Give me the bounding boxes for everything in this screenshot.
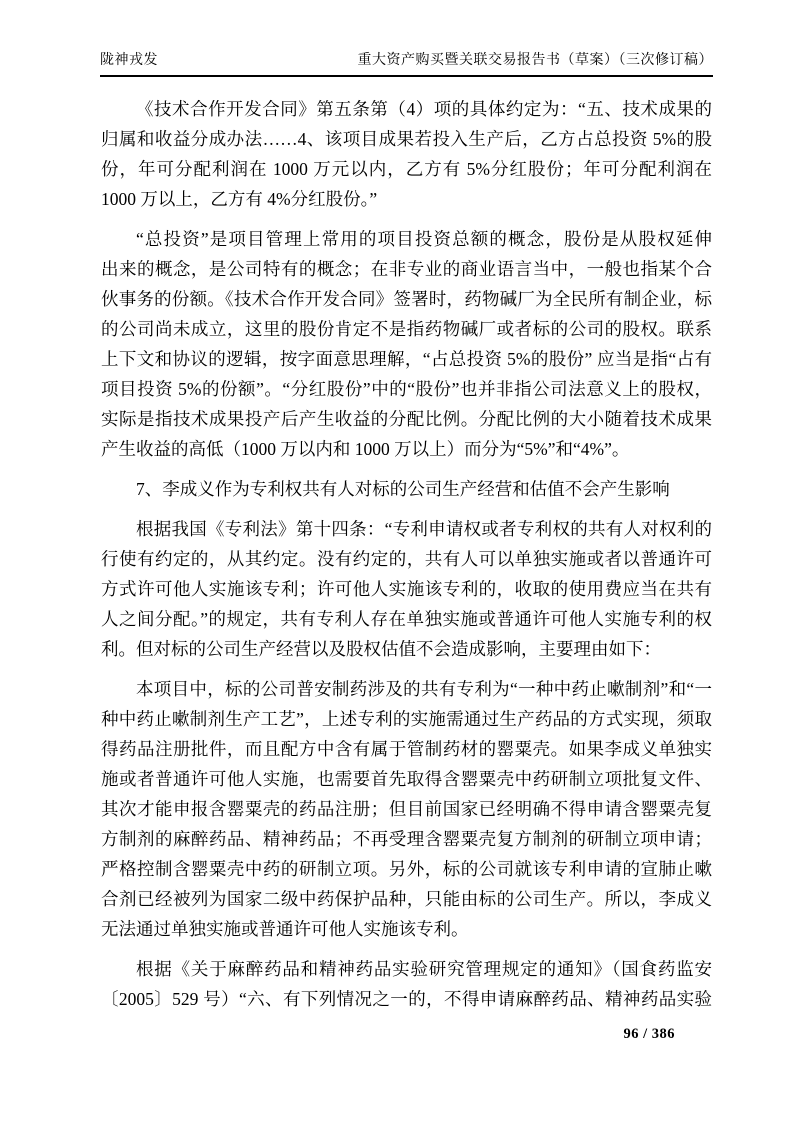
body-line: 无法通过单独实施或普通许可他人实施该专利。 — [101, 919, 469, 939]
body-line: 利。但对标的公司生产经营以及股权估值不会造成影响，主要理由如下： — [101, 639, 661, 659]
body-line: 种中药止嗽制剂生产工艺”，上述专利的实施需通过生产药品的方式实现，须取 — [101, 709, 712, 729]
body-line: 上下文和协议的逻辑，按字面意思理解，“占总投资 5%的股份” 应当是指“占有 — [101, 349, 712, 369]
body-line: 归属和收益分成办法……4、该项目成果若投入生产后，乙方占总投资 5%的股 — [101, 129, 712, 149]
body-line: 行使有约定的，从其约定。没有约定的，共有人可以单独实施或者以普通许可 — [101, 549, 712, 569]
body-line: 人之间分配。”的规定，共有专利人存在单独实施或普通许可他人实施专利的权 — [101, 609, 712, 629]
body-line: 项目投资 5%的份额”。“分红股份”中的“股份”也并非指公司法意义上的股权， — [101, 379, 712, 399]
paragraph — [101, 514, 712, 664]
body-line: 出来的概念，是公司特有的概念；在非专业的商业语言当中，一般也指某个合 — [101, 259, 712, 279]
body-line: 本项目中，标的公司普安制药涉及的共有专利为“一种中药止嗽制剂”和“一 — [136, 679, 712, 699]
body-line: 《技术合作开发合同》第五条第（4）项的具体约定为：“五、技术成果的 — [136, 99, 712, 119]
body-line: 的公司尚未成立，这里的股份肯定不是指药物碱厂或者标的公司的股权。联系 — [101, 319, 712, 339]
body-line: 根据我国《专利法》第十四条：“专利申请权或者专利权的共有人对权利的 — [136, 519, 712, 539]
body-line: 根据《关于麻醉药品和精神药品实验研究管理规定的通知》（国食药监安 — [136, 959, 712, 979]
header-right-title: 重大资产购买暨关联交易报告书（草案）（三次修订稿） — [357, 53, 713, 68]
body-line: 〔2005〕529 号）“六、有下列情况之一的，不得申请麻醉药品、精神药品实验 — [101, 989, 712, 1009]
body-line: 施或者普通许可他人实施，也需要首先取得含罂粟壳中药研制立项批复文件、 — [101, 769, 712, 789]
body-line: 实际是指技术成果投产后产生收益的分配比例。分配比例的大小随着技术成果 — [101, 409, 712, 429]
paragraph — [101, 674, 712, 944]
body-line: 严格控制含罂粟壳中药的研制立项。另外，标的公司就该专利申请的宣肺止嗽 — [101, 859, 712, 879]
header-left-title: 陇神戎发 — [100, 53, 158, 68]
body-line: “总投资”是项目管理上常用的项目投资总额的概念，股份是从股权延伸 — [136, 229, 712, 249]
paragraph — [101, 94, 712, 214]
body-line: 1000 万以上，乙方有 4%分红股份。” — [101, 189, 378, 209]
body-line: 7、李成义作为专利权共有人对标的公司生产经营和估值不会产生影响 — [136, 479, 670, 499]
page-number: 96 / 386 — [623, 1026, 675, 1042]
body-line: 份，年可分配利润在 1000 万元以内，乙方有 5%分红股份；年可分配利润在 — [101, 159, 712, 179]
body-line: 伙事务的份额。《技术合作开发合同》签署时，药物碱厂为全民所有制企业，标 — [101, 289, 712, 309]
body-line: 得药品注册批件，而且配方中含有属于管制药材的罂粟壳。如果李成义单独实 — [101, 739, 712, 759]
body-line: 方式许可他人实施该专利；许可他人实施该专利的，收取的使用费应当在共有 — [101, 579, 712, 599]
document-body — [101, 94, 712, 1024]
page-header — [100, 54, 713, 77]
body-line: 合剂已经被列为国家二级中药保护品种，只能由标的公司生产。所以，李成义 — [101, 889, 712, 909]
body-line: 产生收益的高低（1000 万以内和 1000 万以上）而分为“5%”和“4%”。 — [101, 439, 630, 459]
paragraph — [101, 224, 712, 464]
paragraph — [101, 954, 712, 1014]
section-heading — [101, 474, 712, 504]
body-line: 其次才能申报含罂粟壳的药品注册；但目前国家已经明确不得申请含罂粟壳复 — [101, 799, 712, 819]
body-line: 方制剂的麻醉药品、精神药品；不再受理含罂粟壳复方制剂的研制立项申请； — [101, 829, 712, 849]
